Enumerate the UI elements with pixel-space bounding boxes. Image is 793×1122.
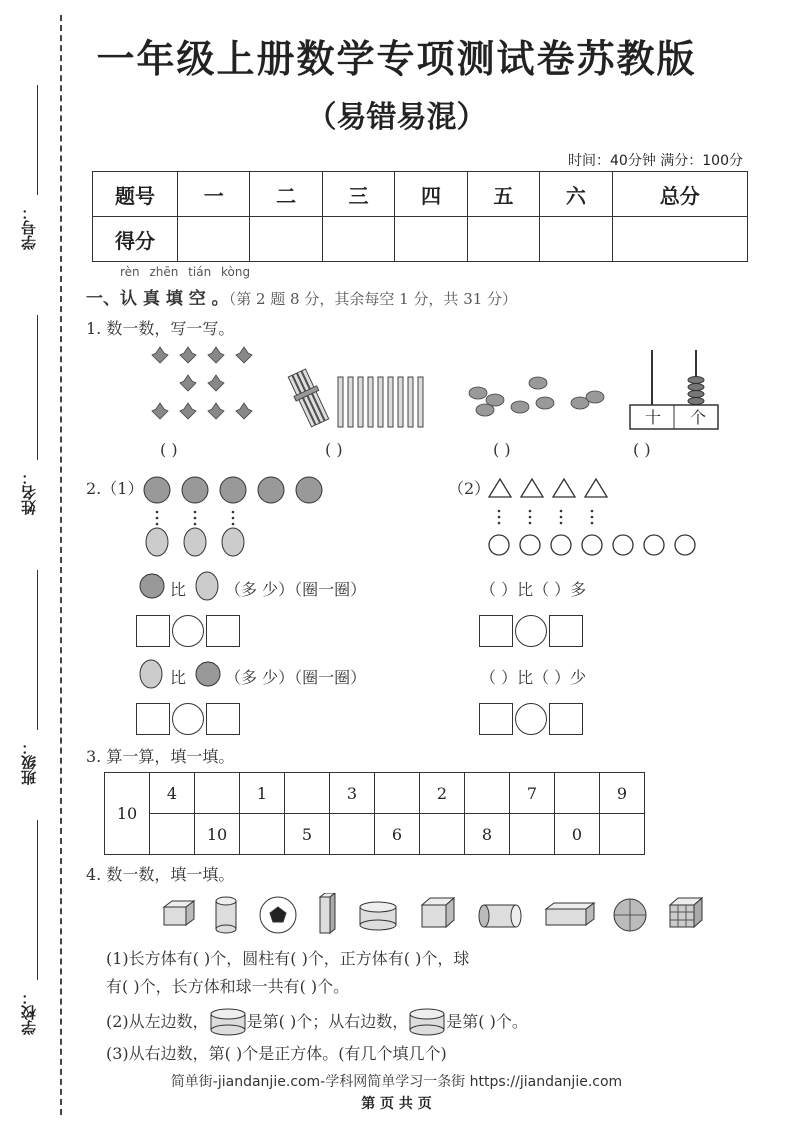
leaf-icon [236,347,252,363]
q2-compare-1b[interactable]: （多 少）（圈一圈） [225,580,367,599]
compare-boxes-3 [136,703,240,735]
q4-line-1[interactable]: (1)长方体有( )个，圆柱有( )个，正方体有( )个，球 [106,949,470,968]
q1-title: 1. 数一数，写一写。 [86,319,235,338]
leaf-icon [208,403,224,419]
answer-box[interactable] [136,703,170,735]
q2-part2-label: （2） [448,479,491,498]
bird-icon [469,387,487,399]
circle-icon [644,535,664,555]
q4-line-4[interactable]: (3)从右边数，第( )个是正方体。(有几个填几个) [106,1044,447,1063]
q4-line-3a: (2)从左边数， [106,1012,209,1031]
apple-icon [144,477,170,503]
q3-bottom-cell[interactable] [420,814,465,855]
bird-icon [511,401,529,413]
school-label: 学校： [20,990,38,1035]
score-table-header-row [93,172,748,217]
apples-pears-picture [140,470,340,560]
pear-icon [146,528,168,556]
rubiks-cube-icon [670,898,702,927]
q3-bottom-cell: 8 [465,814,510,855]
q3-bottom-cell[interactable] [510,814,555,855]
score-input-cell[interactable] [540,217,612,262]
q2-right-1[interactable]: （ ）比（ ）多 [480,580,587,599]
basketball-icon [614,899,646,931]
cuboid-icon [546,903,594,925]
q3-top-cell: 9 [600,773,645,814]
compare-boxes-4 [479,703,583,735]
bird-icon [476,404,494,416]
score-input-cell[interactable] [612,217,747,262]
q3-top-cell: 2 [420,773,465,814]
school-line [37,820,38,980]
circle-icon [551,535,571,555]
bird-icon [529,377,547,389]
q3-bottom-cell[interactable] [330,814,375,855]
q3-top-cell: 1 [240,773,285,814]
answer-circle[interactable] [172,703,204,735]
stick-icon [418,377,423,427]
section-1-heading [86,284,517,309]
score-cell: 四 [395,172,467,217]
score-cell: 一 [178,172,250,217]
soccer-ball-icon [260,897,296,933]
q3-bottom-cell[interactable] [240,814,285,855]
answer-circle[interactable] [172,615,204,647]
abacus-ones-label: 个 [690,408,707,427]
triangle-icon [585,479,607,497]
q1-answer-3[interactable]: ( ) [493,440,511,459]
answer-circle[interactable] [515,615,547,647]
score-cell: 六 [540,172,612,217]
pear-icon [136,656,166,690]
q4-line-2[interactable]: 有( )个，长方体和球一共有( )个。 [106,977,350,996]
triangle-icon [489,479,511,497]
answer-box[interactable] [479,703,513,735]
answer-box[interactable] [479,615,513,647]
q3-bottom-cell: 0 [555,814,600,855]
page-number: 第 页 共 页 [361,1096,432,1112]
circle-icon [613,535,633,555]
score-input-cell[interactable] [467,217,539,262]
answer-circle[interactable] [515,703,547,735]
leaf-icon [152,403,168,419]
q2-right-2[interactable]: （ ）比（ ）少 [480,668,587,687]
compare-boxes-1 [136,615,240,647]
birds-picture [469,377,604,416]
pear-icon [222,528,244,556]
q1-answer-2[interactable]: ( ) [325,440,343,459]
circle-icon [520,535,540,555]
stick-icon [368,377,373,427]
q3-bottom-cell: 10 [195,814,240,855]
cuboid-icon [320,893,335,933]
score-cell: 三 [322,172,394,217]
name-label: 姓名： [20,470,38,515]
stick-icon [398,377,403,427]
page-title: 一年级上册数学专项测试卷苏教版 [96,37,697,81]
score-label-cell: 得分 [93,217,178,262]
triangles-circles-picture [485,475,705,560]
q1-answer-4[interactable]: ( ) [633,440,651,459]
apple-icon [136,570,168,600]
name-line [37,315,38,460]
leaf-icon [180,347,196,363]
q3-top-cell: 4 [150,773,195,814]
stick-icon [408,377,413,427]
number-decomposition-table [104,772,645,855]
score-input-cell[interactable] [250,217,322,262]
score-cell: 五 [467,172,539,217]
page-subtitle: （易错易混） [306,100,487,135]
q3-bottom-cell: 6 [375,814,420,855]
score-input-cell[interactable] [178,217,250,262]
circle-icon [489,535,509,555]
score-table-score-row [93,217,748,262]
footer-watermark: 简单街-jiandanjie.com-学科网简单学习一条街 https://jiandanjie.com [170,1074,623,1090]
stick-icon [378,377,383,427]
leaf-icon [152,347,168,363]
leaf-icon [180,403,196,419]
leaf-icon [236,403,252,419]
score-cell: 二 [250,172,322,217]
q3-head-cell: 10 [105,773,150,855]
compare-boxes-2 [479,615,583,647]
circle-icon [582,535,602,555]
circle-icon [675,535,695,555]
q3-top-cell[interactable] [465,773,510,814]
apple-icon [182,477,208,503]
q2-compare-2a: 比 [170,668,187,687]
score-input-cell[interactable] [322,217,394,262]
apple-icon [220,477,246,503]
score-input-cell[interactable] [395,217,467,262]
class-label: 班级： [20,740,38,785]
apple-icon [258,477,284,503]
leaf-icon [208,375,224,391]
answer-box[interactable] [549,703,583,735]
cube-icon [422,898,454,927]
q3-top-cell[interactable] [555,773,600,814]
apple-icon [192,658,224,688]
exam-meta: 时间：40分钟 满分：100分 [568,153,743,169]
section-1-note: （第 2 题 8 分，其余每空 1 分，共 31 分） [228,290,518,308]
q2-compare-1a: 比 [170,580,187,599]
q4-line-3c: 是第( )个。 [446,1012,528,1031]
abacus-tens-label: 十 [645,408,662,427]
cube-icon [164,901,194,925]
leaf-icon [180,375,196,391]
stick-bundle-icon [286,368,332,428]
q1-answer-1[interactable]: ( ) [160,440,178,459]
answer-box[interactable] [206,615,240,647]
cylinder-icon [209,1007,247,1037]
student-id-label: 学号： [20,205,38,250]
stick-icon [358,377,363,427]
leaves-picture [152,347,252,419]
q3-bottom-cell[interactable] [150,814,195,855]
q3-top-cell[interactable] [285,773,330,814]
q3-bottom-cell[interactable] [600,814,645,855]
q3-top-cell[interactable] [375,773,420,814]
q3-top-cell[interactable] [195,773,240,814]
triangle-icon [553,479,575,497]
q1-pictures [140,345,730,435]
answer-box[interactable] [136,615,170,647]
solid-shapes-row [160,893,710,938]
q3-bottom-cell: 5 [285,814,330,855]
sticks-picture [286,368,423,428]
class-line [37,570,38,730]
cylinder-icon [216,897,236,933]
bird-icon [586,391,604,403]
answer-box[interactable] [549,615,583,647]
cylinder-icon [360,902,396,930]
section-pinyin: rèn zhēn tián kòng [120,265,251,279]
q4-line-3b: 是第( )个；从右边数， [246,1012,409,1031]
stick-icon [388,377,393,427]
q3-top-cell: 7 [510,773,555,814]
q4-line-3[interactable] [106,1007,528,1037]
score-cell: 题号 [93,172,178,217]
cylinder-icon [408,1007,446,1037]
q4-title: 4. 数一数，填一填。 [86,865,235,884]
q2-compare-2b[interactable]: （多 少）（圈一圈） [225,668,367,687]
apple-icon [296,477,322,503]
leaf-icon [208,347,224,363]
q3-top-cell: 3 [330,773,375,814]
stick-icon [338,377,343,427]
score-cell: 总分 [612,172,747,217]
pear-icon [192,568,222,602]
bird-icon [536,397,554,409]
stick-icon [348,377,353,427]
answer-box[interactable] [206,703,240,735]
cylinder-icon [479,905,521,927]
triangle-icon [521,479,543,497]
score-table [92,171,748,262]
pear-icon [184,528,206,556]
section-1-title: 一、认 真 填 空 。 [86,289,229,309]
q2-part1-label: 2.（1） [86,479,144,498]
q3-title: 3. 算一算，填一填。 [86,747,235,766]
binding-dashed-line [60,15,62,1115]
